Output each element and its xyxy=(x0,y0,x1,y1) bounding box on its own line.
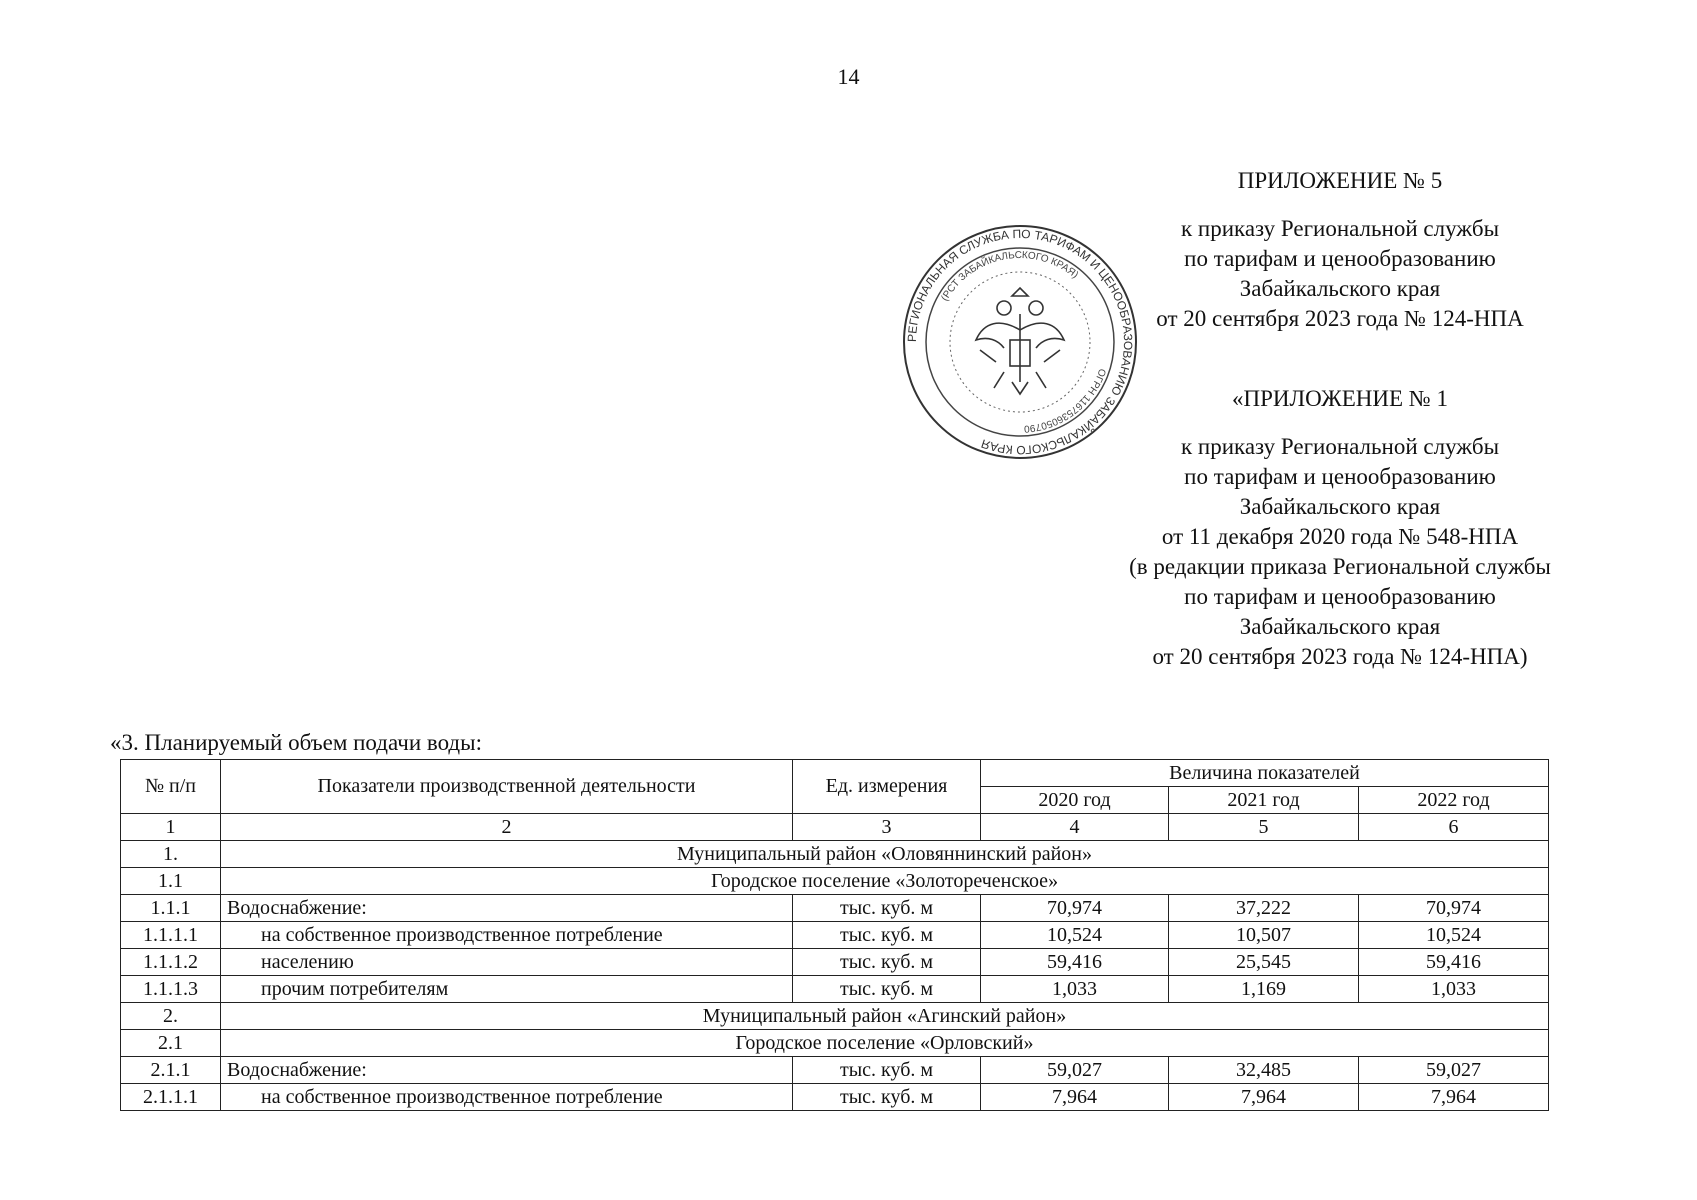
row-number: 2.1.1.1 xyxy=(121,1084,221,1111)
row-number: 1.1.1.2 xyxy=(121,949,221,976)
water-supply-table xyxy=(120,759,1549,1111)
row-number: 1.1 xyxy=(121,868,221,895)
section-title-cell: Городское поселение «Золотореченское» xyxy=(221,868,1549,895)
value-cell: 10,524 xyxy=(981,922,1169,949)
indicator-name: Водоснабжение: xyxy=(221,895,793,922)
section-title-cell: Муниципальный район «Агинский район» xyxy=(221,1003,1549,1030)
seal-inner-text: (РСТ ЗАБАЙКАЛЬСКОГО КРАЯ) xyxy=(939,249,1081,304)
header-year: 2021 год xyxy=(1169,787,1359,814)
appendix-1-line: от 20 сентября 2023 года № 124-НПА) xyxy=(1152,644,1528,669)
table-row xyxy=(121,1057,1549,1084)
table-row xyxy=(121,1084,1549,1111)
value-cell: 37,222 xyxy=(1169,895,1359,922)
header-num: № п/п xyxy=(121,760,221,814)
row-number: 1.1.1.3 xyxy=(121,976,221,1003)
appendix-1-line: Забайкальского края xyxy=(1239,494,1441,519)
row-number: 1.1.1 xyxy=(121,895,221,922)
double-headed-eagle-icon xyxy=(976,288,1064,394)
value-cell: 59,027 xyxy=(1359,1057,1549,1084)
column-number: 5 xyxy=(1169,814,1359,841)
column-number: 2 xyxy=(221,814,793,841)
value-cell: 7,964 xyxy=(1359,1084,1549,1111)
appendix-5-line: к приказу Региональной службы xyxy=(1180,216,1500,241)
table-row xyxy=(121,949,1549,976)
value-cell: 7,964 xyxy=(1169,1084,1359,1111)
row-number: 1. xyxy=(121,841,221,868)
indicator-name: населению xyxy=(221,949,793,976)
value-cell: 10,524 xyxy=(1359,922,1549,949)
value-cell: 70,974 xyxy=(981,895,1169,922)
section-title-cell: Городское поселение «Орловский» xyxy=(221,1030,1549,1057)
appendix-1-line: (в редакции приказа Региональной службы xyxy=(1129,554,1551,579)
row-number: 1.1.1.1 xyxy=(121,922,221,949)
appendix-1-heading: «ПРИЛОЖЕНИЕ № 1 xyxy=(1231,386,1449,411)
unit-cell: тыс. куб. м xyxy=(793,922,981,949)
column-number: 3 xyxy=(793,814,981,841)
column-number: 6 xyxy=(1359,814,1549,841)
value-cell: 59,416 xyxy=(1359,949,1549,976)
table-row xyxy=(121,922,1549,949)
unit-cell: тыс. куб. м xyxy=(793,895,981,922)
header-indicator: Показатели производственной деятельности xyxy=(221,760,793,814)
header-year: 2020 год xyxy=(981,787,1169,814)
table-section-row xyxy=(121,841,1549,868)
table-row xyxy=(121,895,1549,922)
row-number: 2.1 xyxy=(121,1030,221,1057)
indicator-name: на собственное производственное потребление xyxy=(221,922,793,949)
value-cell: 59,027 xyxy=(981,1057,1169,1084)
appendix-5-line: Забайкальского края xyxy=(1239,276,1441,301)
indicator-name: прочим потребителям xyxy=(221,976,793,1003)
column-number: 1 xyxy=(121,814,221,841)
table-row xyxy=(121,976,1549,1003)
indicator-name: Водоснабжение: xyxy=(221,1057,793,1084)
table-body xyxy=(121,841,1549,1111)
table-section-row xyxy=(121,1030,1549,1057)
value-cell: 10,507 xyxy=(1169,922,1359,949)
seal-outer-text: РЕГИОНАЛЬНАЯ СЛУЖБА ПО ТАРИФАМ И ЦЕНООБРАЗОВАНИЮ ЗАБАЙКАЛЬСКОГО КРАЯ xyxy=(904,226,1136,458)
appendix-5-line: по тарифам и ценообразованию xyxy=(1184,246,1496,271)
unit-cell: тыс. куб. м xyxy=(793,1084,981,1111)
value-cell: 32,485 xyxy=(1169,1057,1359,1084)
section-title-cell: Муниципальный район «Оловяннинский район» xyxy=(221,841,1549,868)
appendix-1-line: по тарифам и ценообразованию xyxy=(1184,464,1496,489)
appendix-1-line: по тарифам и ценообразованию xyxy=(1184,584,1496,609)
value-cell: 1,169 xyxy=(1169,976,1359,1003)
page-number: 14 xyxy=(837,64,860,89)
row-number: 2.1.1 xyxy=(121,1057,221,1084)
appendix-5-line: от 20 сентября 2023 года № 124-НПА xyxy=(1156,306,1524,331)
value-cell: 1,033 xyxy=(981,976,1169,1003)
appendix-1-line: Забайкальского края xyxy=(1239,614,1441,639)
value-cell: 1,033 xyxy=(1359,976,1549,1003)
appendix-1-line: к приказу Региональной службы xyxy=(1180,434,1500,459)
appendix-1-header xyxy=(1050,384,1630,672)
header-unit: Ед. измерения xyxy=(793,760,981,814)
seal-ogrn-text: ОГРН 1167536050790 xyxy=(1023,366,1108,434)
table-section-row xyxy=(121,1003,1549,1030)
unit-cell: тыс. куб. м xyxy=(793,949,981,976)
header-year: 2022 год xyxy=(1359,787,1549,814)
unit-cell: тыс. куб. м xyxy=(793,976,981,1003)
unit-cell: тыс. куб. м xyxy=(793,1057,981,1084)
column-number: 4 xyxy=(981,814,1169,841)
header-values-group: Величина показателей xyxy=(981,760,1549,787)
value-cell: 70,974 xyxy=(1359,895,1549,922)
indicator-name: на собственное производственное потребление xyxy=(221,1084,793,1111)
row-number: 2. xyxy=(121,1003,221,1030)
value-cell: 59,416 xyxy=(981,949,1169,976)
appendix-1-line: от 11 декабря 2020 года № 548-НПА xyxy=(1161,524,1519,549)
value-cell: 25,545 xyxy=(1169,949,1359,976)
appendix-5-heading: ПРИЛОЖЕНИЕ № 5 xyxy=(1237,168,1443,193)
value-cell: 7,964 xyxy=(981,1084,1169,1111)
section-title: «3. Планируемый объем подачи воды: xyxy=(110,730,482,755)
table-section-row xyxy=(121,868,1549,895)
